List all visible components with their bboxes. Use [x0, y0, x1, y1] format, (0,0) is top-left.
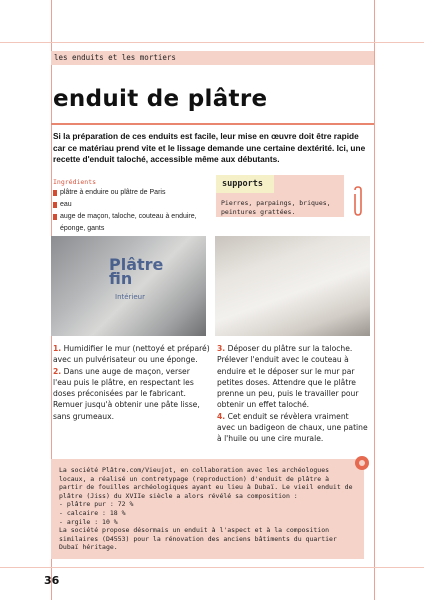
paperclip-icon	[352, 186, 364, 216]
note-item: - argile : 10 %	[59, 517, 118, 526]
ingredients-heading: Ingrédients	[53, 178, 97, 186]
footer-guide	[0, 567, 424, 568]
step-2: 2. Dans une auge de maçon, verser l'eau puis le plâtre, en respectant les doses préconisées par le fabricant. Remuer jusqu'à obtenir une pâte lisse, sans grumeaux.	[53, 366, 200, 421]
supports-text: Pierres, parpaings, briques, peintures grattées.	[221, 199, 331, 216]
note-outro: La société propose désormais un enduit à l'aspect et à la composition similaires (D4553) pour la rénovation des anciens bâtiments du quartier Dubaï héritage.	[59, 526, 337, 552]
plaster-paste-photo	[215, 236, 370, 336]
info-note	[51, 459, 364, 559]
ingredient-item: auge de maçon, taloche, couteau à enduire, éponge, gants	[53, 211, 208, 235]
bullet-icon	[53, 214, 57, 220]
title-divider	[51, 123, 374, 125]
step-4: 4. Cet enduit se révèlera vraiment avec un badigeon de chaux, une patine à l'huile ou une cire murale.	[217, 411, 368, 444]
bullet-icon	[53, 202, 57, 208]
step-3: 3. Déposer du plâtre sur la taloche. Prélever l'enduit avec le couteau à enduire et le déposer sur le mur par petites doses. Attendre que le plâtre prenne un peu, puis le travailler pour obtenir un effet taloché.	[217, 344, 359, 410]
plaster-bag-photo	[51, 236, 206, 336]
steps-column-left	[53, 343, 210, 422]
section-header: les enduits et les mortiers	[51, 51, 374, 65]
supports-heading: supports	[216, 175, 274, 193]
ingredients-list	[53, 187, 208, 235]
page-number: 36	[44, 574, 60, 587]
intro-paragraph: Si la préparation de ces enduits est facile, leur mise en œuvre doit être rapide car ce matériau prend vite et le lissage demande une certaine dextérité. Ici, une recette d'enduit taloché, accessible même aux débutants.	[53, 131, 366, 164]
bullet-icon	[53, 190, 57, 196]
note-marker-icon	[355, 456, 369, 470]
bag-sublabel: Intérieur	[115, 293, 145, 301]
ingredient-item: plâtre à enduire ou plâtre de Paris	[53, 187, 208, 199]
margin-guide-right	[374, 0, 375, 600]
bag-label: Plâtre fin	[109, 255, 164, 288]
ingredient-item: eau	[53, 199, 208, 211]
note-intro: La société Plâtre.com/Vieujot, en collaboration avec les archéologues locaux, a réalisé un contretypage (reproduction) d'enduit de plâtre à partir de fouilles archéologiques ayant eu lieu à Dubaï. Le vieil enduit de plâtre (Jiss) du XVIIe siècle a alors révélé sa composition :	[59, 466, 353, 500]
note-item: - calcaire : 18 %	[59, 508, 126, 517]
header-guide	[0, 42, 424, 43]
step-1: 1. Humidifier le mur (nettoyé et préparé) avec un pulvérisateur ou une éponge.	[53, 344, 210, 365]
page-title: enduit de plâtre	[53, 86, 268, 112]
steps-column-right	[217, 343, 369, 445]
note-item: - plâtre pur : 72 %	[59, 500, 134, 509]
